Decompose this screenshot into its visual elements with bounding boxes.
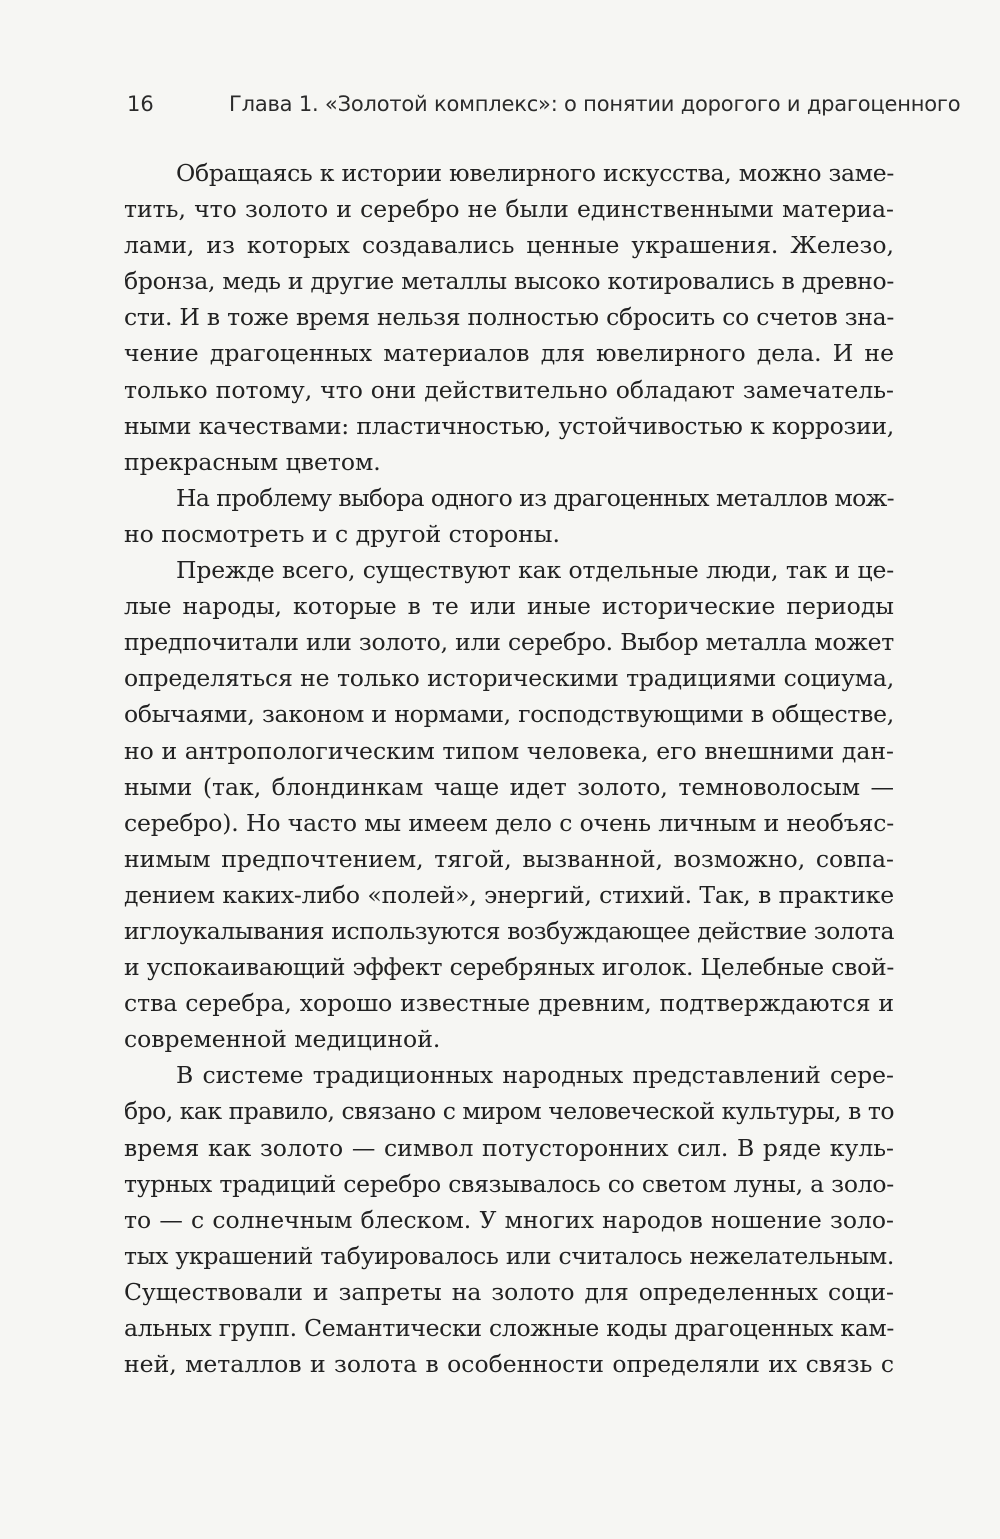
text-line: альных групп. Семантически сложные коды драгоценных кам- [124, 1314, 894, 1342]
text-line: бро, как правило, связано с миром человеческой культуры, в то [124, 1097, 894, 1126]
text-line: современной медициной. [124, 1025, 441, 1054]
text-line: Существовали и запреты на золото для определенных соци- [124, 1277, 894, 1306]
text-line: ными (так, блондинкам чаще идет золото, темноволосым — [124, 772, 894, 801]
text-line: ными качествами: пластичностью, устойчивостью к коррозии, [124, 411, 894, 440]
text-line: обычаями, законом и нормами, господствующими в обществе, [124, 700, 894, 729]
text-line: турных традиций серебро связывалось со светом луны, а золо- [124, 1169, 894, 1198]
text-line: серебро). Но часто мы имеем дело с очень личным и необъяс- [124, 808, 894, 837]
text-line: но и антропологическим типом человека, его внешними дан- [124, 736, 894, 765]
running-header [127, 84, 961, 124]
text-line: На проблему выбора одного из драгоценных металлов мож- [176, 483, 894, 512]
text-line: Прежде всего, существуют как отдельные люди, так и це- [176, 556, 894, 585]
text-line: и успокаивающий эффект серебряных иголок. Целебные свой- [124, 953, 894, 982]
text-line: определяться не только историческими традициями социума, [124, 664, 894, 693]
text-line: нимым предпочтением, тягой, вызванной, возможно, совпа- [124, 844, 894, 873]
text-line: но посмотреть и с другой стороны. [124, 519, 560, 548]
text-line: В системе традиционных народных представлений сере- [176, 1061, 894, 1090]
text-line: тых украшений табуировалось или считалось нежелательным. [124, 1241, 894, 1270]
body-text [124, 155, 894, 1382]
page-number: 16 [127, 92, 154, 116]
text-line: чение драгоценных материалов для ювелирного дела. И не [124, 339, 894, 368]
text-line: Обращаясь к истории ювелирного искусства, можно заме- [176, 159, 894, 187]
chapter-title: Глава 1. «Золотой комплекс»: о понятии дорогого и драгоценного [229, 92, 961, 116]
text-line: дением каких-либо «полей», энергий, стихий. Так, в практике [124, 880, 894, 909]
text-line: время как золото — символ потусторонних сил. В ряде куль- [124, 1133, 894, 1162]
text-line: предпочитали или золото, или серебро. Выбор металла может [124, 628, 894, 657]
text-line: лами, из которых создавались ценные украшения. Железо, [124, 231, 894, 260]
text-line: иглоукалывания используются возбуждающее действие золота [124, 916, 894, 945]
text-line: ней, металлов и золота в особенности определяли их связь с [124, 1350, 894, 1379]
text-line: только потому, что они действительно обладают замечатель- [124, 375, 894, 404]
text-line: сти. И в тоже время нельзя полностью сбросить со счетов зна- [124, 303, 894, 332]
text-line: ства серебра, хорошо известные древним, подтверждаются и [124, 989, 894, 1018]
text-line: бронза, медь и другие металлы высоко котировались в древно- [124, 267, 894, 296]
text-line: то — с солнечным блеском. У многих народов ношение золо- [124, 1205, 894, 1234]
text-line: лые народы, которые в те или иные исторические периоды [124, 592, 894, 621]
text-line: тить, что золото и серебро не были единственными материа- [124, 195, 894, 224]
text-line: прекрасным цветом. [124, 447, 381, 476]
